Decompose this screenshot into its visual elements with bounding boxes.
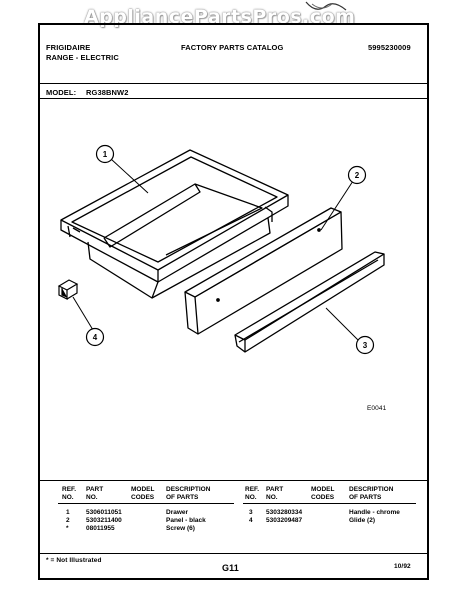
revision-date: 10/92	[394, 563, 411, 570]
callout-3	[357, 337, 374, 354]
part-number: 5303280334	[266, 509, 303, 516]
callout-1	[97, 146, 114, 163]
col-model-header: MODEL CODES	[131, 486, 155, 501]
table-row: 2	[66, 517, 70, 524]
col-ref-header: REF. NO.	[62, 486, 77, 501]
catalog-title: FACTORY PARTS CATALOG	[181, 43, 284, 52]
table-row: 4	[249, 517, 253, 524]
part-description: Glide (2)	[349, 517, 376, 524]
brand-logo-fragment	[302, 0, 350, 16]
part-number: 5303211400	[86, 517, 122, 524]
part-number: 08011955	[86, 525, 115, 532]
callout-4	[87, 329, 104, 346]
appliance-category: RANGE - ELECTRIC	[46, 53, 119, 62]
part-description: Panel - black	[166, 517, 206, 524]
glide-part	[59, 280, 77, 299]
page-number: G11	[222, 563, 239, 573]
catalog-number: 5995230009	[368, 43, 411, 52]
parts-diagram	[40, 102, 427, 432]
svg-text:2: 2	[354, 171, 360, 180]
watermark: AppliancePartsPros.com	[84, 6, 356, 28]
model-label: MODEL:	[46, 88, 77, 97]
svg-text:1: 1	[102, 150, 108, 159]
col-part-header-right: PART NO.	[266, 486, 284, 501]
col-part-header: PART NO.	[86, 486, 104, 501]
svg-text:3: 3	[362, 341, 368, 350]
drawing-code: E0041	[367, 405, 387, 412]
col-desc-header-right: DESCRIPTION OF PARTS	[349, 486, 394, 501]
header-divider-top	[40, 83, 427, 84]
col-ref-header-right: REF. NO.	[245, 486, 260, 501]
not-illustrated-note: * = Not Illustrated	[46, 557, 102, 564]
table-row: 3	[249, 509, 253, 516]
table-row: *	[66, 525, 69, 532]
footer-rule	[40, 553, 427, 554]
callout-2	[349, 167, 366, 184]
header-divider-bottom	[40, 98, 427, 99]
part-number: 5303209487	[266, 517, 303, 524]
brand-name: FRIGIDAIRE	[46, 43, 91, 52]
model-value: RG38BNW2	[86, 88, 129, 97]
svg-text:4: 4	[92, 333, 98, 342]
panel-part	[185, 208, 342, 334]
col-model-header-right: MODEL CODES	[311, 486, 335, 501]
table-top-rule	[40, 480, 427, 481]
table-row: 1	[66, 509, 70, 516]
table-header-rule-right	[243, 503, 416, 504]
part-description: Screw (6)	[166, 525, 195, 532]
table-header-rule-left	[58, 503, 234, 504]
drawer-part	[61, 150, 288, 298]
part-description: Handle - chrome	[349, 509, 400, 516]
part-description: Drawer	[166, 509, 189, 516]
col-desc-header: DESCRIPTION OF PARTS	[166, 486, 211, 501]
part-number: 5306011051	[86, 509, 122, 516]
